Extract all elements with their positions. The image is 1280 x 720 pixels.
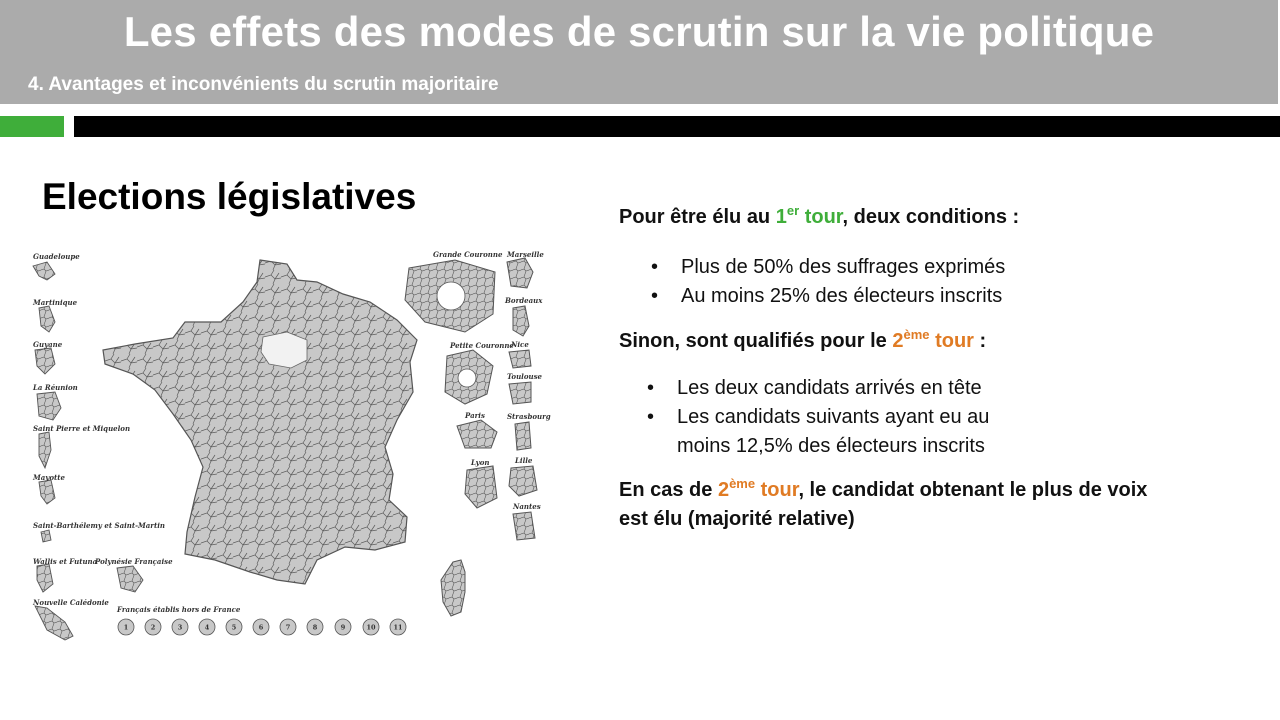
conclusion-highlight [717, 476, 799, 501]
first-round-number: 1 [775, 206, 787, 228]
abroad-circles [118, 619, 406, 635]
label-polynesie: Polynésie Française [95, 557, 173, 566]
label-lille: Lille [515, 456, 533, 465]
second-round-prefix: Sinon, sont qualifiés pour le [619, 330, 893, 352]
first-round-highlight [775, 203, 843, 228]
second-round-title [619, 327, 987, 353]
second-round-word: tour [929, 330, 974, 352]
second-round-highlight [892, 327, 974, 352]
conclusion-number: 2 [717, 479, 730, 501]
inset-nice [509, 350, 531, 368]
label-grande-couronne: Grande Couronne [433, 250, 503, 259]
inset-lyon [465, 466, 497, 508]
label-saint-pierre: Saint Pierre et Miquelon [33, 424, 131, 433]
bullet-text: Au moins 25% des électeurs inscrits [681, 285, 1003, 307]
abroad-circle-label-2: 2 [150, 623, 156, 632]
slide-title: Les effets des modes de scrutin sur la vie politique [123, 8, 1155, 55]
mainland-france-shape [103, 260, 417, 584]
inset-marseille [507, 258, 533, 288]
outline-nouvelle-caledonie [35, 606, 73, 640]
inset-nantes [513, 512, 535, 540]
second-round-number: 2 [892, 330, 904, 352]
second-round-suffix: : [973, 330, 987, 352]
conclusion-word: tour [755, 479, 799, 501]
label-nice: Nice [511, 340, 529, 349]
inset-bordeaux [513, 306, 529, 336]
accent-bar-green [0, 116, 64, 137]
bullet-dot: • [647, 406, 655, 428]
label-reunion: La Réunion [33, 383, 78, 392]
first-round-suffix: , deux conditions : [842, 206, 1020, 228]
abroad-circle-label-6: 6 [258, 623, 264, 632]
second-round-sup: ème [903, 327, 930, 342]
label-petite-couronne: Petite Couronne [450, 341, 514, 350]
label-bordeaux: Bordeaux [505, 296, 543, 305]
slide-subtitle: 4. Avantages et inconvénients du scrutin majoritaire [28, 74, 499, 95]
abroad-circle-label-7: 7 [285, 623, 291, 632]
outline-saint-pierre [39, 432, 51, 468]
conclusion-sup: ème [729, 476, 756, 491]
inset-strasbourg [515, 422, 531, 450]
accent-bar-black [74, 116, 1280, 137]
label-mayotte: Mayotte [33, 473, 65, 482]
abroad-circle-label-9: 9 [340, 623, 346, 632]
label-wallis: Wallis et Futuna [33, 557, 98, 566]
label-marseille: Marseille [507, 250, 544, 259]
label-nouvelle-caledonie: Nouvelle Calédonie [33, 598, 109, 607]
conclusion-line-1 [619, 476, 1148, 502]
bullet-text: Les deux candidats arrivés en tête [677, 377, 982, 399]
slide-header [0, 0, 1278, 104]
label-lyon: Lyon [471, 458, 490, 467]
conclusion-prefix: En cas de [619, 479, 718, 501]
ile-de-france-area [261, 332, 307, 368]
inset-paris [457, 420, 497, 448]
outline-guadeloupe [33, 262, 55, 280]
outline-guyane [35, 348, 55, 374]
inset-toulouse [509, 382, 531, 404]
outline-reunion [37, 392, 61, 420]
first-round-title [619, 203, 1020, 229]
outline-mayotte [39, 480, 55, 504]
map-svg [25, 242, 555, 647]
label-strasbourg: Strasbourg [507, 412, 551, 421]
bullet-text: Plus de 50% des suffrages exprimés [681, 256, 1006, 278]
corsica-shape [441, 560, 465, 616]
constituency-map [25, 242, 555, 647]
first-round-prefix: Pour être élu au [619, 206, 776, 228]
bullet-text: Les candidats suivants ayant eu au [677, 406, 990, 428]
inset-lille [509, 466, 537, 496]
outline-martinique [39, 306, 55, 332]
label-guadeloupe: Guadeloupe [33, 252, 80, 261]
bullet-dot: • [651, 285, 659, 307]
bullet-dot: • [647, 377, 655, 399]
outline-wallis [37, 564, 53, 592]
label-abroad: Français établis hors de France [117, 605, 241, 614]
bullet-text: moins 12,5% des électeurs inscrits [677, 435, 985, 457]
label-martinique: Martinique [33, 298, 78, 307]
conclusion-line-2: est élu (majorité relative) [619, 508, 855, 530]
abroad-circle-label-8: 8 [312, 623, 318, 632]
label-nantes: Nantes [513, 502, 541, 511]
abroad-circle-label-10: 10 [366, 623, 376, 632]
first-round-sup: er [786, 203, 800, 218]
bullet-dot: • [651, 256, 659, 278]
abroad-circle-label-11: 11 [393, 623, 403, 632]
outline-polynesie [117, 566, 143, 592]
label-saint-barthelemy: Saint-Barthélemy et Saint-Martin [33, 521, 165, 530]
first-round-word: tour [799, 206, 843, 228]
section-heading: Elections législatives [42, 176, 417, 217]
abroad-circle-label-5: 5 [231, 623, 237, 632]
outline-saint-barthelemy [41, 530, 51, 542]
label-guyane: Guyane [33, 340, 63, 349]
abroad-circle-label-3: 3 [177, 623, 183, 632]
abroad-circle-label-1: 1 [123, 623, 129, 632]
conclusion-suffix: , le candidat obtenant le plus de voix [798, 479, 1148, 501]
abroad-circle-label-4: 4 [204, 623, 210, 632]
label-toulouse: Toulouse [507, 372, 542, 381]
label-paris: Paris [465, 411, 485, 420]
